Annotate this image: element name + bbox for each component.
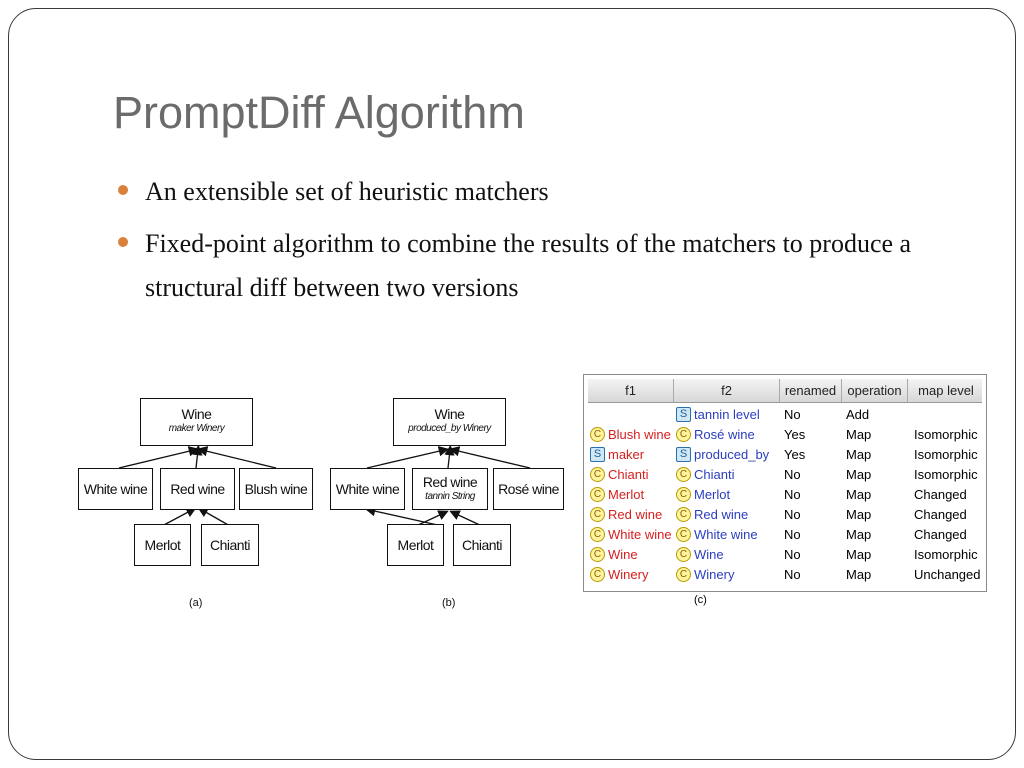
cell-map-level: [914, 445, 978, 465]
bullet-text: An extensible set of heuristic matchers: [145, 177, 549, 206]
bullet-dot-icon: [118, 185, 128, 195]
cell-renamed: [784, 545, 801, 565]
class-icon: C: [676, 467, 691, 482]
cell-f2: [676, 425, 755, 445]
cell-text: No: [784, 487, 801, 502]
cell-text: Yes: [784, 447, 806, 462]
table-header: [588, 379, 982, 403]
table-row[interactable]: [588, 565, 982, 585]
class-icon: C: [590, 567, 605, 582]
table-row[interactable]: [588, 445, 982, 465]
class-icon: C: [590, 547, 605, 562]
column-header-f2[interactable]: f2: [674, 379, 780, 402]
cell-text: No: [784, 407, 801, 422]
cell-text: Red wine: [694, 507, 749, 522]
cell-f2: [676, 405, 760, 425]
class-box-red-wine: [412, 468, 488, 510]
figure-caption: (b): [442, 597, 456, 609]
cell-text: Map: [846, 567, 872, 582]
cell-text: Isomorphic: [914, 427, 978, 442]
figure-caption: (a): [189, 597, 203, 609]
cell-f1: [590, 425, 671, 445]
cell-f2: [676, 445, 769, 465]
class-box-merlot: [134, 524, 191, 566]
class-name: White wine: [335, 481, 400, 497]
slot-icon: S: [590, 447, 605, 462]
cell-text: Rosé wine: [694, 427, 755, 442]
cell-text: Map: [846, 447, 872, 462]
cell-text: Map: [846, 527, 872, 542]
cell-map-level: [914, 485, 967, 505]
cell-text: No: [784, 567, 801, 582]
cell-text: Unchanged: [914, 567, 981, 582]
cell-operation: [846, 485, 871, 505]
cell-operation: [846, 405, 869, 425]
cell-f1: [590, 505, 662, 525]
slide-title: PromptDiff Algorithm: [113, 87, 525, 138]
cell-text: Red wine: [608, 507, 663, 522]
column-header-f1[interactable]: f1: [588, 379, 674, 402]
cell-text: Merlot: [694, 487, 731, 502]
class-box-rose-wine: [493, 468, 564, 510]
cell-f1: [590, 465, 648, 485]
cell-f1: [590, 565, 648, 585]
table-row[interactable]: [588, 505, 982, 525]
cell-text: produced_by: [694, 447, 770, 462]
cell-text: Changed: [914, 527, 967, 542]
cell-map-level: [914, 525, 967, 545]
ontology-tree-b: [330, 396, 570, 616]
cell-text: Chianti: [694, 467, 735, 482]
bullet-list: [118, 170, 978, 318]
class-icon: C: [676, 427, 691, 442]
cell-renamed: [784, 445, 805, 465]
cell-renamed: [784, 565, 801, 585]
cell-text: Isomorphic: [914, 447, 978, 462]
class-icon: C: [590, 527, 605, 542]
slot-icon: S: [676, 407, 691, 422]
table-row[interactable]: [588, 425, 982, 445]
class-icon: C: [590, 467, 605, 482]
cell-map-level: [914, 425, 978, 445]
cell-f1: [590, 545, 638, 565]
cell-operation: [846, 505, 871, 525]
class-icon: C: [676, 527, 691, 542]
cell-text: White wine: [694, 527, 758, 542]
cell-f2: [676, 465, 734, 485]
class-icon: C: [590, 507, 605, 522]
class-name: Red wine: [170, 481, 225, 497]
slot-icon: S: [676, 447, 691, 462]
class-box-white-wine: [78, 468, 153, 510]
cell-text: Yes: [784, 427, 806, 442]
cell-renamed: [784, 485, 801, 505]
cell-map-level: [914, 545, 978, 565]
cell-f2: [676, 525, 758, 545]
cell-text: Changed: [914, 487, 967, 502]
table-row[interactable]: [588, 525, 982, 545]
cell-text: Add: [846, 407, 870, 422]
cell-text: Winery: [694, 567, 735, 582]
table-row[interactable]: [588, 465, 982, 485]
cell-operation: [846, 525, 871, 545]
cell-text: No: [784, 507, 801, 522]
class-box-merlot: [387, 524, 444, 566]
class-slots: maker Winery: [168, 423, 225, 434]
class-name: Chianti: [461, 537, 503, 553]
cell-f2: [676, 545, 724, 565]
class-name: Rosé wine: [498, 481, 559, 497]
cell-f2: [676, 565, 734, 585]
class-box-chianti: [201, 524, 259, 566]
cell-map-level: [914, 565, 981, 585]
cell-text: Winery: [608, 567, 649, 582]
cell-text: White wine: [608, 527, 672, 542]
cell-text: Map: [846, 427, 872, 442]
class-name: Merlot: [144, 537, 181, 553]
table-row[interactable]: [588, 485, 982, 505]
cell-f2: [676, 505, 748, 525]
cell-map-level: [914, 465, 978, 485]
class-box-chianti: [453, 524, 511, 566]
class-name: Merlot: [397, 537, 434, 553]
cell-renamed: [784, 405, 801, 425]
cell-operation: [846, 445, 871, 465]
cell-text: Map: [846, 487, 872, 502]
class-box-wine: [140, 398, 253, 446]
class-icon: C: [676, 507, 691, 522]
cell-renamed: [784, 505, 801, 525]
class-icon: C: [590, 427, 605, 442]
bullet-text: Fixed-point algorithm to combine the results of the matchers to produce a structural diff between two versions: [145, 229, 912, 302]
class-icon: C: [676, 487, 691, 502]
figure-caption: (c): [694, 594, 707, 606]
class-box-white-wine: [330, 468, 405, 510]
cell-text: tannin level: [694, 407, 760, 422]
diff-table: [583, 374, 987, 592]
cell-text: maker: [608, 447, 645, 462]
column-header-operation[interactable]: operation: [842, 379, 908, 402]
bullet-dot-icon: [118, 237, 128, 247]
cell-text: Isomorphic: [914, 547, 978, 562]
cell-f1: [590, 445, 644, 465]
class-name: Wine: [434, 406, 465, 422]
cell-renamed: [784, 525, 801, 545]
cell-text: No: [784, 547, 801, 562]
cell-text: Wine: [694, 547, 724, 562]
class-box-blush-wine: [239, 468, 313, 510]
cell-text: Isomorphic: [914, 467, 978, 482]
cell-text: Changed: [914, 507, 967, 522]
cell-f2: [676, 485, 730, 505]
class-name: White wine: [83, 481, 148, 497]
class-name: Blush wine: [244, 481, 308, 497]
cell-renamed: [784, 465, 801, 485]
cell-renamed: [784, 425, 805, 445]
cell-operation: [846, 545, 871, 565]
ontology-tree-a: [78, 396, 318, 616]
cell-text: No: [784, 467, 801, 482]
cell-f1: [590, 525, 672, 545]
cell-text: Merlot: [608, 487, 645, 502]
class-slots: produced_by Winery: [408, 423, 491, 434]
cell-text: Map: [846, 507, 872, 522]
cell-f1: [590, 485, 644, 505]
class-icon: C: [590, 487, 605, 502]
table-row[interactable]: [588, 545, 982, 565]
class-icon: C: [676, 567, 691, 582]
cell-text: Wine: [608, 547, 638, 562]
cell-text: Blush wine: [608, 427, 671, 442]
class-box-wine: [393, 398, 506, 446]
class-slots: tannin String: [425, 491, 475, 502]
column-header-renamed[interactable]: renamed: [780, 379, 842, 402]
cell-text: No: [784, 527, 801, 542]
table-row[interactable]: [588, 405, 982, 425]
column-header-map-level[interactable]: map level: [918, 383, 974, 398]
cell-text: Chianti: [608, 467, 649, 482]
cell-text: Map: [846, 547, 872, 562]
class-name: Wine: [181, 406, 212, 422]
class-box-red-wine: [160, 468, 235, 510]
bullet-item: [118, 222, 978, 310]
cell-map-level: [914, 505, 967, 525]
cell-text: Map: [846, 467, 872, 482]
cell-operation: [846, 565, 871, 585]
cell-operation: [846, 465, 871, 485]
class-icon: C: [676, 547, 691, 562]
class-name: Chianti: [209, 537, 251, 553]
class-name: Red wine: [422, 474, 478, 490]
cell-operation: [846, 425, 871, 445]
bullet-item: [118, 170, 978, 214]
